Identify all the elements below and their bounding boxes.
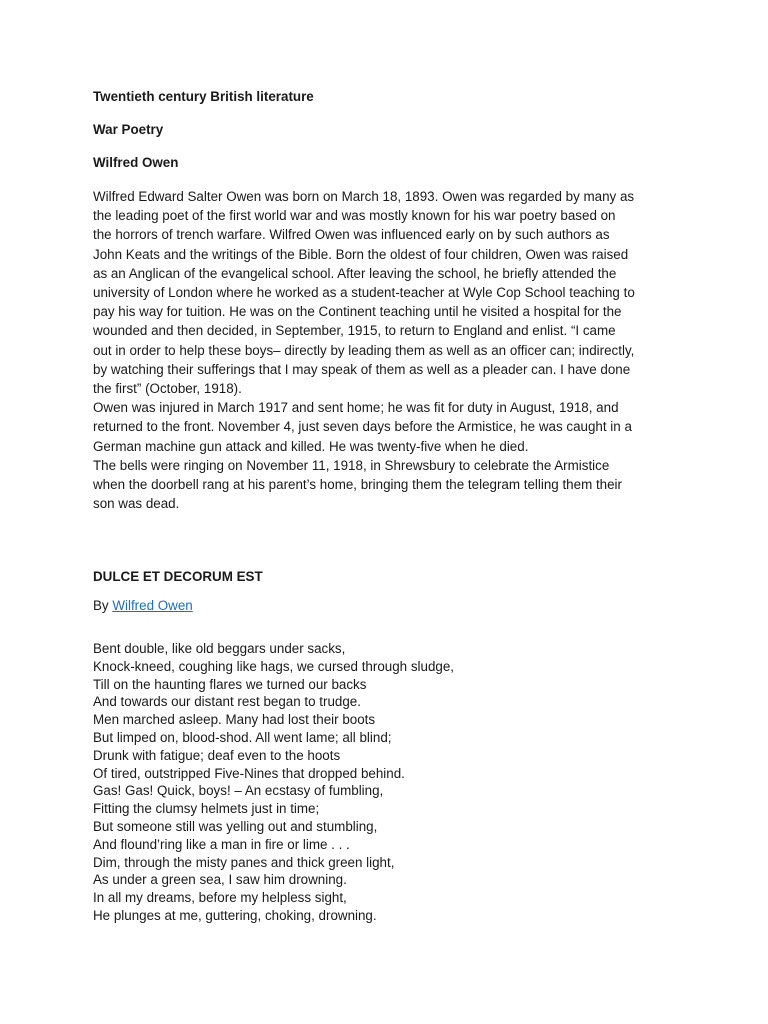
- poem-line: In all my dreams, before my helpless sight,: [93, 890, 347, 906]
- bio-paragraph-1: Wilfred Edward Salter Owen was born on March 18, 1893. Owen was regarded by many as the leading poet of the first world war and was mostly known for his war poetry based on the horrors of trench warfare. Wilfred Owen was influenced early on by such authors as John Keats and the writings of the Bible. Born the oldest of four children, Owen was raised as an Anglican of the evangelical school. After leaving the school, he briefly attended the university of London where he worked as a student-teacher at Wyle Cop School teaching to pay his way for tuition. He was on the Continent teaching until he visited a hospital for the wounded and then decided, in September, 1915, to return to England and enlist. “I came out in order to help these boys– directly by leading them as well as an officer can; indirectly, by watching their sufferings that I may speak of them as well as a pleader can. I have done the first” (October, 1918).: [93, 189, 635, 397]
- course-title: Twentieth century British literature: [93, 89, 314, 104]
- bio-paragraph-2: Owen was injured in March 1917 and sent home; he was fit for duty in August, 1918, and returned to the front. November 4, just seven days before the Armistice, he was caught in a German machine gun attack and killed. He was twenty-five when he died.: [93, 400, 632, 454]
- poem-line: Gas! Gas! Quick, boys! – An ecstasy of fumbling,: [93, 783, 384, 799]
- poem-byline: [93, 597, 193, 614]
- poem-line: Knock-kneed, coughing like hags, we cursed through sludge,: [93, 658, 455, 674]
- byline-prefix: By: [93, 598, 113, 613]
- author-link[interactable]: Wilfred Owen: [112, 598, 193, 613]
- poem-line: And towards our distant rest began to trudge.: [93, 694, 361, 710]
- poem-stanza: [93, 640, 454, 925]
- poem-line: Fitting the clumsy helmets just in time;: [93, 801, 320, 817]
- poem-line: But limped on, blood-shod. All went lame; all blind;: [93, 729, 392, 745]
- poem-line: He plunges at me, guttering, choking, drowning.: [93, 907, 377, 923]
- poem-line: And flound’ring like a man in fire or lime . . .: [93, 836, 350, 852]
- author-heading: Wilfred Owen: [93, 155, 179, 170]
- biography: [93, 187, 683, 513]
- poem-line: But someone still was yelling out and stumbling,: [93, 818, 378, 834]
- poem-line: As under a green sea, I saw him drowning.: [93, 872, 347, 888]
- poem-line: Bent double, like old beggars under sacks,: [93, 641, 346, 656]
- poem-line: Till on the haunting flares we turned our backs: [93, 676, 367, 692]
- poem-title: DULCE ET DECORUM EST: [93, 569, 263, 584]
- poem-line: Dim, through the misty panes and thick green light,: [93, 854, 395, 870]
- section-title: War Poetry: [93, 122, 164, 137]
- poem-line: Drunk with fatigue; deaf even to the hoots: [93, 747, 341, 763]
- poem-line: Men marched asleep. Many had lost their boots: [93, 712, 376, 728]
- bio-paragraph-3: The bells were ringing on November 11, 1918, in Shrewsbury to celebrate the Armistice when the doorbell rang at his parent’s home, bringing them the telegram telling them their son was dead.: [93, 457, 622, 512]
- poem-line: Of tired, outstripped Five-Nines that dropped behind.: [93, 765, 405, 781]
